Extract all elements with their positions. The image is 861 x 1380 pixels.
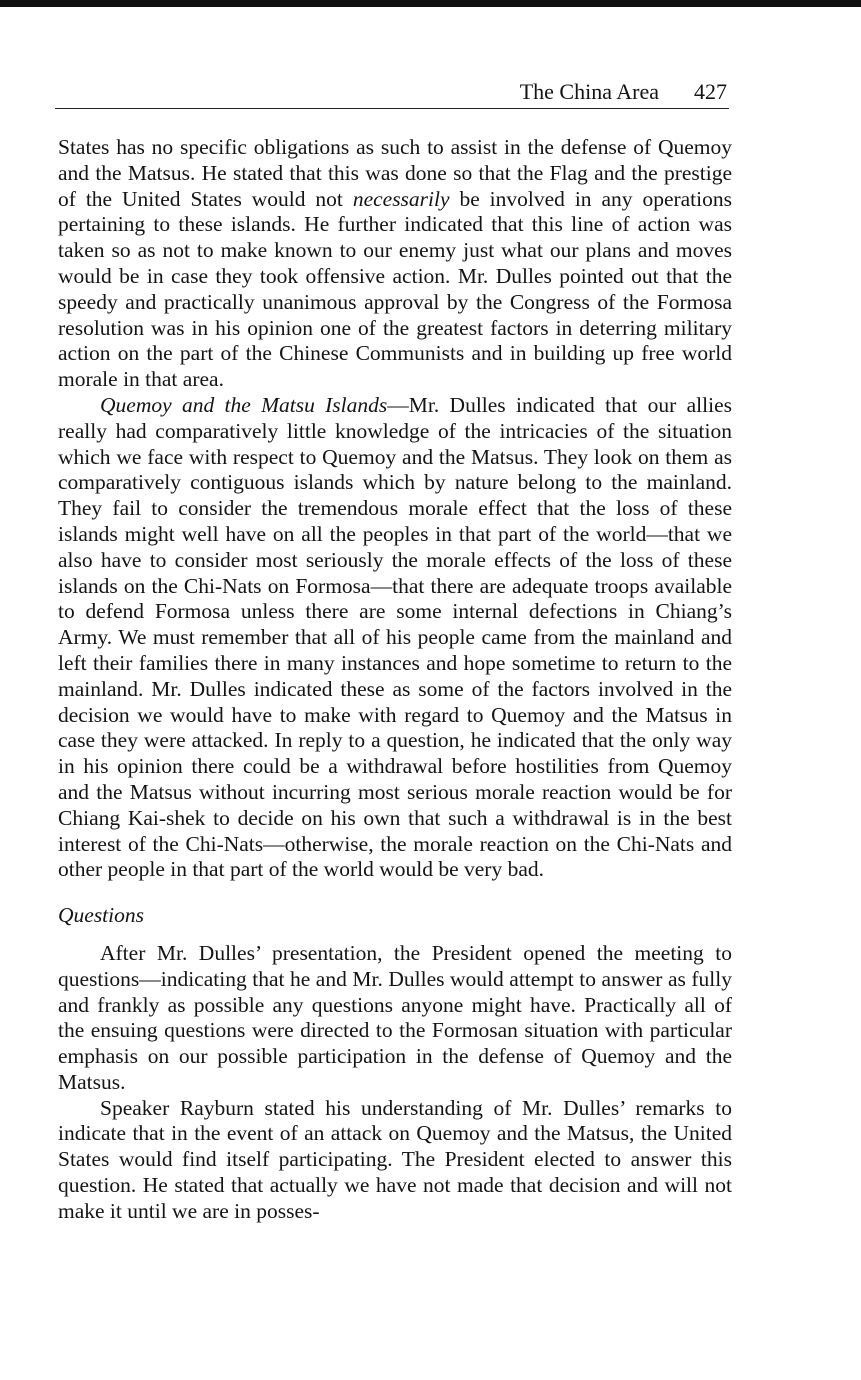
paragraph-2-heading: Quemoy and the Matsu Islands (100, 392, 388, 417)
section-title: The China Area (519, 79, 659, 104)
paragraph-1-text-a: States has no specific obligations as such to assist in the defense of Quemoy and the Matsus. He stated that this was done so that the Flag and the prestige of the United States would not (58, 135, 732, 211)
paragraph-4: Speaker Rayburn stated his understanding of Mr. Dulles’ remarks to indicate that in the event of an attack on Quemoy and the Matsus, the United States would find itself participating. The President elected to answer this question. He stated that actually we have not made that decision and will not make it until we are in posses- (58, 1095, 732, 1223)
paragraph-2 (58, 393, 732, 883)
section-heading-questions: Questions (58, 903, 144, 928)
running-head (55, 78, 729, 109)
top-border (0, 0, 861, 7)
paragraph-3: After Mr. Dulles’ presentation, the President opened the meeting to questions—indicating that he and Mr. Dulles would attempt to answer as fully and frankly as possible any questions anyone might have. Practically all of the ensuing questions were directed to the Formosan situation with particular emphasis on our possible participation in the defense of Quemoy and the Matsus. (58, 940, 732, 1094)
paragraph-1-emphasis: necessarily (352, 186, 450, 211)
paragraph-1 (58, 135, 732, 393)
page-number: 427 (694, 79, 727, 104)
paragraph-1-text-b: be involved in any operations pertaining to these islands. He further indicated that this line of action was taken so as not to make known to our enemy just what our plans and moves would be in case they took offensive action. Mr. Dulles pointed out that the speedy and practically unanimous approval by the Congress of the Formosa resolution was in his opinion one of the greatest factors in deterring military action on the part of the Chinese Communists and in building up free world morale in that area. (58, 186, 732, 392)
body-text (58, 135, 732, 1225)
paragraph-2-text: —Mr. Dulles indicated that our allies really had comparatively little knowledge of the intricacies of the situation which we face with respect to Quemoy and the Matsus. They look on them as comparatively contiguous islands which by nature belong to the mainland. They fail to consider the tremendous morale effect that the loss of these islands might well have on all the peoples in that part of the world—that we also have to consider most seriously the morale effects of the loss of these islands on the Chi-Nats on Formosa—that there are adequate troops available to defend Formosa unless there are some internal defections in Chiang’s Army. We must remember that all of his people came from the mainland and left their families there in many instances and hope sometime to return to the mainland. Mr. Dulles indicated these as some of the factors involved in the decision we would have to make with regard to Quemoy and the Matsus in case they were attacked. In reply to a question, he indicated that the only way in his opinion there could be a withdrawal before hostilities from Quemoy and the Matsus without incurring most serious morale reaction would be for Chiang Kai-shek to decide on his own that such a withdrawal is in the best interest of the Chi-Nats—otherwise, the morale reaction on the Chi-Nats and other people in that part of the world would be very bad. (58, 392, 732, 882)
